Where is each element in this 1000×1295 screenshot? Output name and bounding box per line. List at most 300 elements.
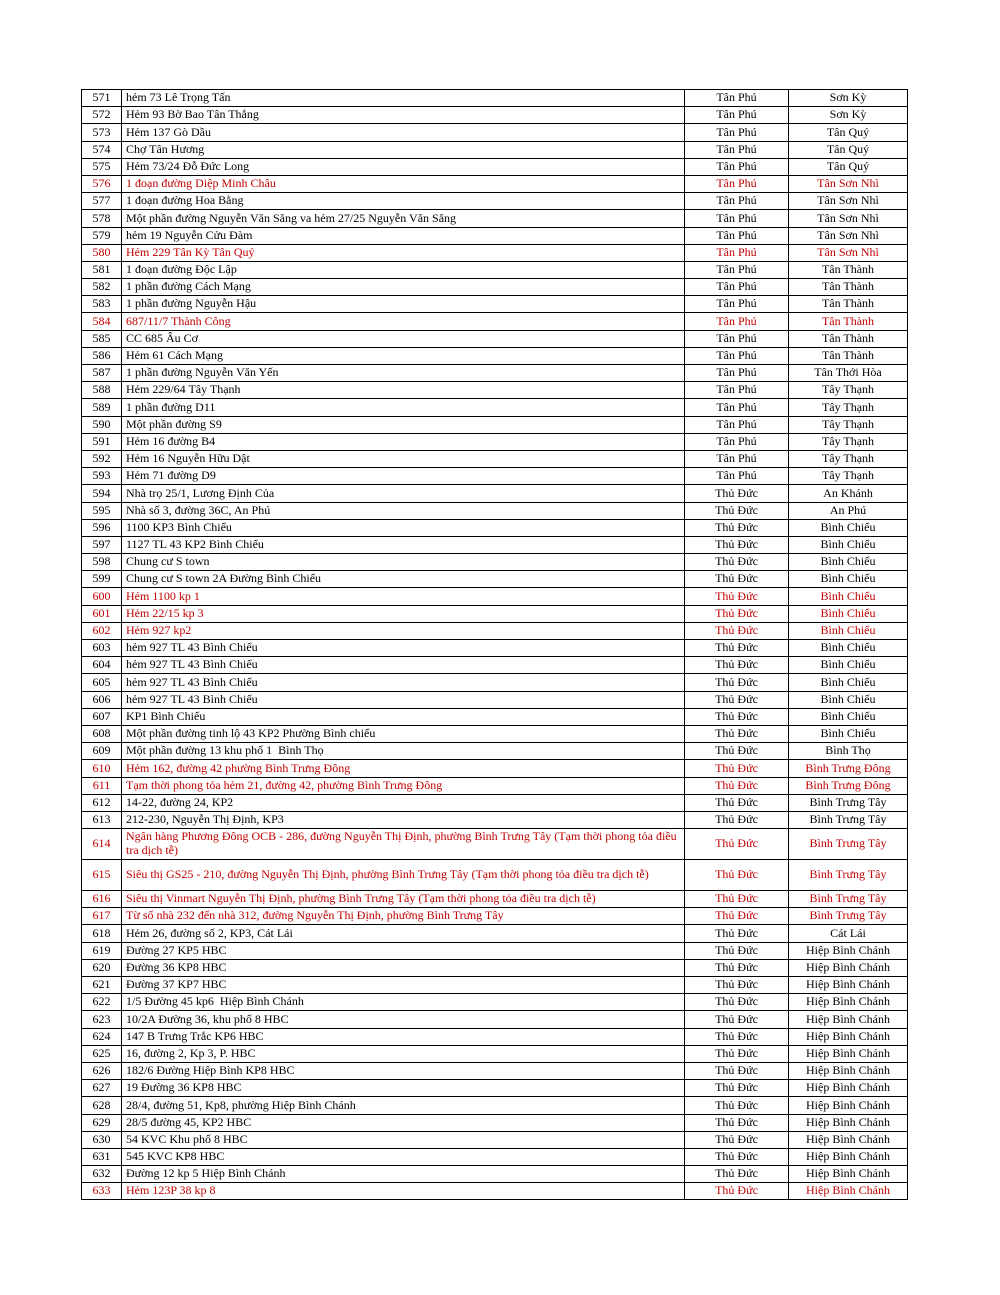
address-cell: Siêu thị GS25 - 210, đường Nguyễn Thị Định, phường Bình Trưng Tây (Tạm thời phong tỏa điều tra dịch tễ) — [122, 860, 685, 891]
row-number-cell: 619 — [82, 942, 122, 959]
row-number-cell: 602 — [82, 622, 122, 639]
district-cell: Tân Phú — [685, 193, 789, 210]
ward-cell: Bình Chiểu — [789, 605, 908, 622]
table-row — [82, 210, 908, 227]
address-cell: Hẻm 229 Tân Kỳ Tân Quý — [122, 244, 685, 261]
table-row — [82, 959, 908, 976]
address-cell: Đường 27 KP5 HBC — [122, 942, 685, 959]
ward-cell: Tây Thạnh — [789, 416, 908, 433]
address-cell: Hẻm 162, đường 42 phường Bình Trưng Đông — [122, 760, 685, 777]
district-cell: Thủ Đức — [685, 1028, 789, 1045]
district-cell: Tân Phú — [685, 227, 789, 244]
table-row — [82, 261, 908, 278]
row-number-cell: 601 — [82, 605, 122, 622]
table-row — [82, 708, 908, 725]
ward-cell: Hiệp Bình Chánh — [789, 1114, 908, 1131]
ward-cell: An Phú — [789, 502, 908, 519]
address-cell: Siêu thị Vinmart Nguyễn Thị Định, phường Bình Trưng Tây (Tạm thời phong tỏa điều tra dịch tễ) — [122, 891, 685, 908]
table-row — [82, 485, 908, 502]
table-row — [82, 433, 908, 450]
table-row — [82, 942, 908, 959]
row-number-cell: 593 — [82, 468, 122, 485]
district-cell: Thủ Đức — [685, 691, 789, 708]
district-cell: Tân Phú — [685, 347, 789, 364]
district-cell: Thủ Đức — [685, 519, 789, 536]
table-row — [82, 1062, 908, 1079]
address-cell: 28/4, đường 51, Kp8, phường Hiệp Bình Chánh — [122, 1097, 685, 1114]
address-cell: Hẻm 73/24 Đỗ Đức Long — [122, 158, 685, 175]
address-cell: Một phần đường 13 khu phố 1 Bình Thọ — [122, 743, 685, 760]
row-number-cell: 599 — [82, 571, 122, 588]
ward-cell: Hiệp Bình Chánh — [789, 1011, 908, 1028]
address-cell: hẻm 19 Nguyễn Cửu Đàm — [122, 227, 685, 244]
table-row — [82, 977, 908, 994]
district-cell: Tân Phú — [685, 330, 789, 347]
ward-cell: Bình Chiểu — [789, 640, 908, 657]
district-cell: Tân Phú — [685, 433, 789, 450]
row-number-cell: 597 — [82, 536, 122, 553]
address-cell: 1 phần đường Nguyễn Hậu — [122, 296, 685, 313]
ward-cell: Tân Sơn Nhì — [789, 227, 908, 244]
row-number-cell: 600 — [82, 588, 122, 605]
row-number-cell: 591 — [82, 433, 122, 450]
address-cell: 14-22, đường 24, KP2 — [122, 794, 685, 811]
row-number-cell: 632 — [82, 1166, 122, 1183]
row-number-cell: 605 — [82, 674, 122, 691]
table-row — [82, 829, 908, 860]
ward-cell: Bình Chiểu — [789, 674, 908, 691]
table-row — [82, 1114, 908, 1131]
ward-cell: Sơn Kỳ — [789, 90, 908, 107]
table-row — [82, 760, 908, 777]
table-row — [82, 90, 908, 107]
district-cell: Tân Phú — [685, 279, 789, 296]
district-cell: Tân Phú — [685, 244, 789, 261]
row-number-cell: 607 — [82, 708, 122, 725]
address-cell: 1 phần đường Nguyễn Văn Yến — [122, 365, 685, 382]
district-cell: Tân Phú — [685, 365, 789, 382]
ward-cell: Hiệp Bình Chánh — [789, 1062, 908, 1079]
row-number-cell: 585 — [82, 330, 122, 347]
address-cell: 1100 KP3 Bình Chiểu — [122, 519, 685, 536]
district-cell: Thủ Đức — [685, 860, 789, 891]
district-cell: Thủ Đức — [685, 640, 789, 657]
ward-cell: Bình Thọ — [789, 743, 908, 760]
table-row — [82, 1131, 908, 1148]
district-cell: Tân Phú — [685, 107, 789, 124]
row-number-cell: 584 — [82, 313, 122, 330]
row-number-cell: 596 — [82, 519, 122, 536]
district-cell: Thủ Đức — [685, 485, 789, 502]
table-row — [82, 468, 908, 485]
table-row — [82, 1097, 908, 1114]
ward-cell: Bình Chiểu — [789, 536, 908, 553]
table-row — [82, 519, 908, 536]
district-cell: Thủ Đức — [685, 1148, 789, 1165]
table-row — [82, 571, 908, 588]
district-cell: Thủ Đức — [685, 959, 789, 976]
row-number-cell: 626 — [82, 1062, 122, 1079]
table-row — [82, 691, 908, 708]
row-number-cell: 582 — [82, 279, 122, 296]
ward-cell: Hiệp Bình Chánh — [789, 1183, 908, 1200]
address-cell: 1 phần đường D11 — [122, 399, 685, 416]
district-cell: Thủ Đức — [685, 891, 789, 908]
address-cell: 16, đường 2, Kp 3, P. HBC — [122, 1045, 685, 1062]
address-cell: Hẻm 26, đường số 2, KP3, Cát Lái — [122, 925, 685, 942]
table-row — [82, 554, 908, 571]
table-row — [82, 175, 908, 192]
row-number-cell: 578 — [82, 210, 122, 227]
district-cell: Thủ Đức — [685, 622, 789, 639]
table-row — [82, 605, 908, 622]
district-cell: Thủ Đức — [685, 925, 789, 942]
ward-cell: Tân Sơn Nhì — [789, 210, 908, 227]
row-number-cell: 592 — [82, 450, 122, 467]
row-number-cell: 573 — [82, 124, 122, 141]
district-cell: Tân Phú — [685, 416, 789, 433]
row-number-cell: 594 — [82, 485, 122, 502]
table-row — [82, 891, 908, 908]
ward-cell: Bình Chiểu — [789, 622, 908, 639]
row-number-cell: 598 — [82, 554, 122, 571]
district-cell: Tân Phú — [685, 175, 789, 192]
row-number-cell: 630 — [82, 1131, 122, 1148]
row-number-cell: 580 — [82, 244, 122, 261]
ward-cell: Cát Lái — [789, 925, 908, 942]
ward-cell: Bình Trưng Tây — [789, 829, 908, 860]
row-number-cell: 624 — [82, 1028, 122, 1045]
ward-cell: Tân Thành — [789, 296, 908, 313]
table-row — [82, 777, 908, 794]
ward-cell: Tân Sơn Nhì — [789, 244, 908, 261]
address-cell: 28/5 đường 45, KP2 HBC — [122, 1114, 685, 1131]
address-cell: Một phần đường tinh lộ 43 KP2 Phường Bình chiểu — [122, 725, 685, 742]
address-cell: Hẻm 1100 kp 1 — [122, 588, 685, 605]
address-cell: Đường 36 KP8 HBC — [122, 959, 685, 976]
row-number-cell: 612 — [82, 794, 122, 811]
district-cell: Thủ Đức — [685, 942, 789, 959]
address-cell: CC 685 Âu Cơ — [122, 330, 685, 347]
district-cell: Thủ Đức — [685, 588, 789, 605]
row-number-cell: 616 — [82, 891, 122, 908]
table-row — [82, 347, 908, 364]
table-row — [82, 925, 908, 942]
table-row — [82, 1148, 908, 1165]
table-row — [82, 794, 908, 811]
table-row — [82, 1183, 908, 1200]
table-row — [82, 743, 908, 760]
row-number-cell: 611 — [82, 777, 122, 794]
address-cell: hẻm 73 Lê Trọng Tấn — [122, 90, 685, 107]
ward-cell: Hiệp Bình Chánh — [789, 977, 908, 994]
address-cell: 1 đoạn đường Diệp Minh Châu — [122, 175, 685, 192]
row-number-cell: 579 — [82, 227, 122, 244]
table-row — [82, 725, 908, 742]
table-row — [82, 399, 908, 416]
locations-table — [81, 89, 908, 1200]
district-cell: Tân Phú — [685, 382, 789, 399]
ward-cell: Bình Trưng Đông — [789, 760, 908, 777]
ward-cell: Bình Chiểu — [789, 588, 908, 605]
ward-cell: Tân Thành — [789, 347, 908, 364]
address-cell: Hẻm 927 kp2 — [122, 622, 685, 639]
ward-cell: Tân Thành — [789, 279, 908, 296]
table-row — [82, 227, 908, 244]
district-cell: Tân Phú — [685, 450, 789, 467]
ward-cell: Bình Trưng Tây — [789, 891, 908, 908]
ward-cell: Hiệp Bình Chánh — [789, 1166, 908, 1183]
ward-cell: Hiệp Bình Chánh — [789, 959, 908, 976]
row-number-cell: 583 — [82, 296, 122, 313]
address-cell: Đường 12 kp 5 Hiệp Bình Chánh — [122, 1166, 685, 1183]
address-cell: Hẻm 71 đường D9 — [122, 468, 685, 485]
ward-cell: Tân Thành — [789, 261, 908, 278]
address-cell: 687/11/7 Thành Công — [122, 313, 685, 330]
row-number-cell: 581 — [82, 261, 122, 278]
address-cell: 1/5 Đường 45 kp6 Hiệp Bình Chánh — [122, 994, 685, 1011]
table-row — [82, 244, 908, 261]
district-cell: Thủ Đức — [685, 554, 789, 571]
district-cell: Thủ Đức — [685, 1011, 789, 1028]
address-cell: 1 đoạn đường Hoa Bằng — [122, 193, 685, 210]
district-cell: Thủ Đức — [685, 1097, 789, 1114]
address-cell: Nhà trọ 25/1, Lương Định Của — [122, 485, 685, 502]
ward-cell: Tân Thành — [789, 313, 908, 330]
address-cell: Nhà số 3, đường 36C, An Phú — [122, 502, 685, 519]
address-cell: Hẻm 16 Nguyễn Hữu Dật — [122, 450, 685, 467]
ward-cell: Tân Thới Hòa — [789, 365, 908, 382]
ward-cell: Tây Thạnh — [789, 450, 908, 467]
district-cell: Tân Phú — [685, 210, 789, 227]
table-row — [82, 1080, 908, 1097]
ward-cell: Tân Quý — [789, 141, 908, 158]
district-cell: Thủ Đức — [685, 994, 789, 1011]
ward-cell: Hiệp Bình Chánh — [789, 1131, 908, 1148]
address-cell: hẻm 927 TL 43 Bình Chiểu — [122, 674, 685, 691]
row-number-cell: 615 — [82, 860, 122, 891]
district-cell: Thủ Đức — [685, 571, 789, 588]
table-row — [82, 158, 908, 175]
address-cell: 545 KVC KP8 HBC — [122, 1148, 685, 1165]
row-number-cell: 603 — [82, 640, 122, 657]
ward-cell: Bình Trưng Tây — [789, 794, 908, 811]
district-cell: Thủ Đức — [685, 1131, 789, 1148]
row-number-cell: 627 — [82, 1080, 122, 1097]
district-cell: Tân Phú — [685, 399, 789, 416]
ward-cell: Bình Chiểu — [789, 691, 908, 708]
district-cell: Tân Phú — [685, 90, 789, 107]
ward-cell: Tân Sơn Nhì — [789, 193, 908, 210]
district-cell: Tân Phú — [685, 124, 789, 141]
row-number-cell: 614 — [82, 829, 122, 860]
table-row — [82, 296, 908, 313]
row-number-cell: 586 — [82, 347, 122, 364]
table-row — [82, 313, 908, 330]
district-cell: Thủ Đức — [685, 794, 789, 811]
table-row — [82, 674, 908, 691]
row-number-cell: 575 — [82, 158, 122, 175]
district-cell: Thủ Đức — [685, 1062, 789, 1079]
table-row — [82, 657, 908, 674]
district-cell: Thủ Đức — [685, 777, 789, 794]
district-cell: Thủ Đức — [685, 1045, 789, 1062]
row-number-cell: 617 — [82, 908, 122, 925]
ward-cell: Bình Chiểu — [789, 725, 908, 742]
table-row — [82, 622, 908, 639]
row-number-cell: 572 — [82, 107, 122, 124]
district-cell: Thủ Đức — [685, 811, 789, 828]
district-cell: Thủ Đức — [685, 1183, 789, 1200]
ward-cell: Bình Trưng Tây — [789, 811, 908, 828]
district-cell: Thủ Đức — [685, 605, 789, 622]
ward-cell: Tây Thạnh — [789, 468, 908, 485]
address-cell: 10/2A Đường 36, khu phố 8 HBC — [122, 1011, 685, 1028]
ward-cell: Bình Trưng Tây — [789, 908, 908, 925]
ward-cell: An Khánh — [789, 485, 908, 502]
row-number-cell: 628 — [82, 1097, 122, 1114]
address-cell: Ngân hàng Phương Đông OCB - 286, đường Nguyễn Thị Định, phường Bình Trưng Tây (Tạm thời phong tỏa điều tra dịch tễ) — [122, 829, 685, 860]
ward-cell: Sơn Kỳ — [789, 107, 908, 124]
address-cell: 1 đoạn đường Độc Lập — [122, 261, 685, 278]
ward-cell: Tây Thạnh — [789, 399, 908, 416]
address-cell: Chợ Tân Hương — [122, 141, 685, 158]
table-row — [82, 1166, 908, 1183]
table-row — [82, 502, 908, 519]
district-cell: Thủ Đức — [685, 908, 789, 925]
district-cell: Thủ Đức — [685, 1080, 789, 1097]
address-cell: hẻm 927 TL 43 Bình Chiểu — [122, 691, 685, 708]
table-row — [82, 908, 908, 925]
row-number-cell: 571 — [82, 90, 122, 107]
row-number-cell: 613 — [82, 811, 122, 828]
district-cell: Thủ Đức — [685, 708, 789, 725]
row-number-cell: 610 — [82, 760, 122, 777]
district-cell: Thủ Đức — [685, 760, 789, 777]
district-cell: Thủ Đức — [685, 536, 789, 553]
row-number-cell: 621 — [82, 977, 122, 994]
district-cell: Tân Phú — [685, 296, 789, 313]
address-cell: Đường 37 KP7 HBC — [122, 977, 685, 994]
row-number-cell: 622 — [82, 994, 122, 1011]
ward-cell: Tây Thạnh — [789, 382, 908, 399]
ward-cell: Tân Sơn Nhì — [789, 175, 908, 192]
table-row — [82, 860, 908, 891]
table-row — [82, 811, 908, 828]
ward-cell: Bình Chiểu — [789, 571, 908, 588]
address-cell: Hẻm 137 Gò Dầu — [122, 124, 685, 141]
ward-cell: Hiệp Bình Chánh — [789, 1148, 908, 1165]
address-cell: Hẻm 22/15 kp 3 — [122, 605, 685, 622]
row-number-cell: 608 — [82, 725, 122, 742]
address-cell: 212-230, Nguyễn Thị Định, KP3 — [122, 811, 685, 828]
table-row — [82, 141, 908, 158]
address-cell: 19 Đường 36 KP8 HBC — [122, 1080, 685, 1097]
row-number-cell: 587 — [82, 365, 122, 382]
district-cell: Tân Phú — [685, 468, 789, 485]
address-cell: Từ số nhà 232 đến nhà 312, đường Nguyễn Thị Định, phường Bình Trưng Tây — [122, 908, 685, 925]
row-number-cell: 618 — [82, 925, 122, 942]
row-number-cell: 606 — [82, 691, 122, 708]
row-number-cell: 620 — [82, 959, 122, 976]
address-cell: 147 B Trưng Trắc KP6 HBC — [122, 1028, 685, 1045]
address-cell: Một phần đường Nguyễn Văn Săng va hẻm 27/25 Nguyễn Văn Săng — [122, 210, 685, 227]
ward-cell: Hiệp Bình Chánh — [789, 994, 908, 1011]
ward-cell: Tân Thành — [789, 330, 908, 347]
district-cell: Thủ Đức — [685, 1114, 789, 1131]
district-cell: Thủ Đức — [685, 743, 789, 760]
district-cell: Tân Phú — [685, 313, 789, 330]
table-row — [82, 588, 908, 605]
address-cell: 1127 TL 43 KP2 Bình Chiểu — [122, 536, 685, 553]
table-row — [82, 330, 908, 347]
district-cell: Thủ Đức — [685, 829, 789, 860]
row-number-cell: 623 — [82, 1011, 122, 1028]
district-cell: Thủ Đức — [685, 502, 789, 519]
locations-table-body — [82, 90, 908, 1200]
row-number-cell: 577 — [82, 193, 122, 210]
address-cell: hẻm 927 TL 43 Bình Chiểu — [122, 657, 685, 674]
address-cell: Hẻm 16 đường B4 — [122, 433, 685, 450]
table-row — [82, 536, 908, 553]
address-cell: Hẻm 61 Cách Mạng — [122, 347, 685, 364]
row-number-cell: 609 — [82, 743, 122, 760]
row-number-cell: 590 — [82, 416, 122, 433]
table-row — [82, 365, 908, 382]
row-number-cell: 576 — [82, 175, 122, 192]
table-row — [82, 640, 908, 657]
table-row — [82, 1045, 908, 1062]
ward-cell: Bình Chiểu — [789, 519, 908, 536]
ward-cell: Bình Chiểu — [789, 657, 908, 674]
row-number-cell: 595 — [82, 502, 122, 519]
ward-cell: Hiệp Bình Chánh — [789, 1097, 908, 1114]
address-cell: Hẻm 93 Bờ Bao Tân Thắng — [122, 107, 685, 124]
table-row — [82, 382, 908, 399]
address-cell: Một phần đường S9 — [122, 416, 685, 433]
table-row — [82, 416, 908, 433]
row-number-cell: 629 — [82, 1114, 122, 1131]
ward-cell: Bình Trưng Đông — [789, 777, 908, 794]
ward-cell: Hiệp Bình Chánh — [789, 1080, 908, 1097]
table-row — [82, 994, 908, 1011]
table-row — [82, 124, 908, 141]
address-cell: Tạm thời phong tỏa hẻm 21, đường 42, phường Bình Trưng Đông — [122, 777, 685, 794]
district-cell: Tân Phú — [685, 261, 789, 278]
district-cell: Thủ Đức — [685, 725, 789, 742]
table-row — [82, 107, 908, 124]
ward-cell: Bình Chiểu — [789, 554, 908, 571]
ward-cell: Hiệp Bình Chánh — [789, 1028, 908, 1045]
ward-cell: Hiệp Bình Chánh — [789, 942, 908, 959]
table-row — [82, 1011, 908, 1028]
row-number-cell: 574 — [82, 141, 122, 158]
table-row — [82, 1028, 908, 1045]
address-cell: 54 KVC Khu phố 8 HBC — [122, 1131, 685, 1148]
table-row — [82, 279, 908, 296]
address-cell: Hẻm 229/64 Tây Thạnh — [122, 382, 685, 399]
address-cell: 182/6 Đường Hiệp Bình KP8 HBC — [122, 1062, 685, 1079]
district-cell: Thủ Đức — [685, 1166, 789, 1183]
district-cell: Thủ Đức — [685, 657, 789, 674]
address-cell: KP1 Bình Chiểu — [122, 708, 685, 725]
address-cell: 1 phần đường Cách Mạng — [122, 279, 685, 296]
ward-cell: Hiệp Bình Chánh — [789, 1045, 908, 1062]
row-number-cell: 588 — [82, 382, 122, 399]
row-number-cell: 633 — [82, 1183, 122, 1200]
ward-cell: Tân Quý — [789, 158, 908, 175]
ward-cell: Tây Thạnh — [789, 433, 908, 450]
